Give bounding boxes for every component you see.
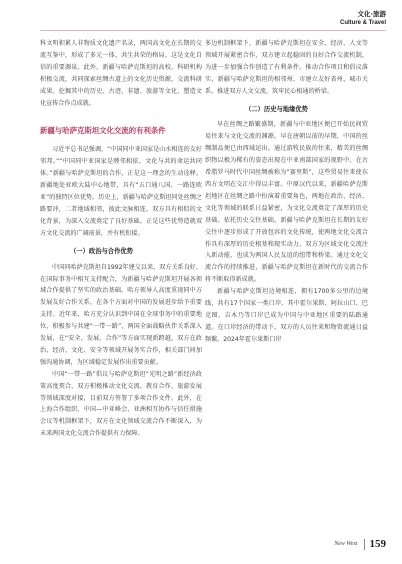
footer-divider: [364, 539, 365, 550]
paragraph: 早在丝绸之路繁盛期，新疆与中亚地区便已开始民间贸易往来与文化交流的渊源。早在唐朝以前的早期，中国的丝绸制品便已由西域运出。通过游牧民族的往来，精美的丝绸织物以极为稀有的姿态出现在中亚南部国家的视野中。在古希腊罗马时代中国丝绸被称为“赛里斯”，这些贸易往来使东西方文明在交汇中得以丰富。中原汉代以来，新疆哈萨克斯坦地区在丝绸之路中扮演着重要角色，两地在政治、经济、文化等领域的联系日益紧密，为文化交流奠定了深厚的历史基础。依托历史交往基础，新疆与哈萨克斯坦在长期的友好交往中逐步形成了开放包容的文化传统，使两地文化交流合作具有深厚的历史根基和现实动力，双方为区域文化交流注入新动能，也成为两国人民友谊的纽带和桥梁。通过文化交流合作的持续推进，新疆与哈萨克斯坦在新时代的交流合作将不断取得新成就。: [205, 121, 368, 284]
right-column: [205, 38, 368, 346]
paragraph: 中国同哈萨克斯坦自1992年建交以来，双方关系良好，在国际事务中相互支持配合，为新疆与哈萨克斯坦开展各领域合作提供了坚实的政治基础。哈方领导人高度重视同中方发展友好合作关系，在各个方面对中国的发展进步给予重要支持。近年来，哈方充分认识到中国在全球事务中的重要地位，积极参与共建“一带一路”，两国全面战略伙伴关系深入发展，在“安全、发展、合作”等方面实现新跨越，双方在政治、经济、文化、安全等领域开展务实合作，相关部门间加强沟通协调，为区域稳定发展作出重要贡献。: [40, 263, 202, 366]
paragraph: 科文明积累人非物质文化遗产名录，两国高文化在长期的交流互鉴中，形成了多元一体、共生共荣的格局。这是文化自信的重要源泉。此外，新疆与哈萨克斯坦的高校、科研机构积极交流，共同探索丝绸古道上的文化历史资源，交流科研成果。挖掘其中的历史、古迹、非遗、旅游等文化，塑造文化宣传合作点成就。: [40, 40, 202, 107]
header-rule: [40, 30, 386, 31]
section-header: [340, 10, 386, 28]
page-number: 159: [369, 538, 386, 550]
paragraph: 多边机制框架下，新疆与哈萨克斯坦在安全、经济、人文等领域开展紧密合作，双方建立起稳固的良好合作交流机制，为进一步加强合作创造了有利条件。推动合作项目和倡议落实，新疆与哈萨克斯坦的相邻州、市建立友好省州、城市关系。推进双方人文交流，筑牢民心相通的桥梁。: [205, 40, 368, 95]
page-footer: [334, 538, 386, 550]
paragraph: 习近平总书记强调，“中国同中亚国家是山水相连的友好邻邦。”“中国同中亚国家是睦邻相依、文化与共的命运共同体。”新疆与哈萨克斯坦的合作，正是这一理念的生动诠释。新疆地处亚欧大陆中心地带，具有“五口通八国、一路连欧亚”的独特区位优势。历史上，新疆与哈萨克斯坦同处丝绸之路要冲，二者地域相邻，彼此文脉相连，双方具有相似的文化背景，为深入交流奠定了良好基础。正是这些优势造就双方文化交流的广阔前景，并有机衔接。: [40, 146, 202, 237]
section-label-cn: 文化·旅游: [357, 10, 386, 18]
subsection-heading: （一）政治与合作优势: [70, 247, 133, 255]
section-heading: 新疆与哈萨克斯坦文化交流的有利条件: [40, 126, 166, 136]
magazine-name: New West: [334, 541, 358, 547]
section-label-en: Culture & Travel: [339, 20, 386, 26]
subsection-heading: （二）历史与地缘优势: [245, 105, 308, 113]
paragraph: 新疆与哈萨克斯坦边境相连，拥有1700多公里的边境线，共有17个国家一类口岸，其中霍尔果斯、阿拉山口、巴克图、吉木乃等口岸已成为中国与中亚地区重要的陆路通道。在口岸经济的带动下，双方的人员往来和物资流通日益频繁。2024年霍尔果斯口岸: [205, 288, 368, 343]
paragraph: 中国“一带一路”倡议与哈萨克斯坦“光明之路”新经济政策高度契合，双方积极推动文化交流、教育合作、旅游发展等领域深度对接，目前双方签署了多项合作文件。此外，在上海合作组织、中国—中亚峰会、亚洲相互协作与信任措施会议等机制框架下，双方在文化领域交流合作不断深入，为未来两国文化交流合作提供有力保障。: [40, 370, 202, 438]
left-column: [40, 38, 202, 440]
